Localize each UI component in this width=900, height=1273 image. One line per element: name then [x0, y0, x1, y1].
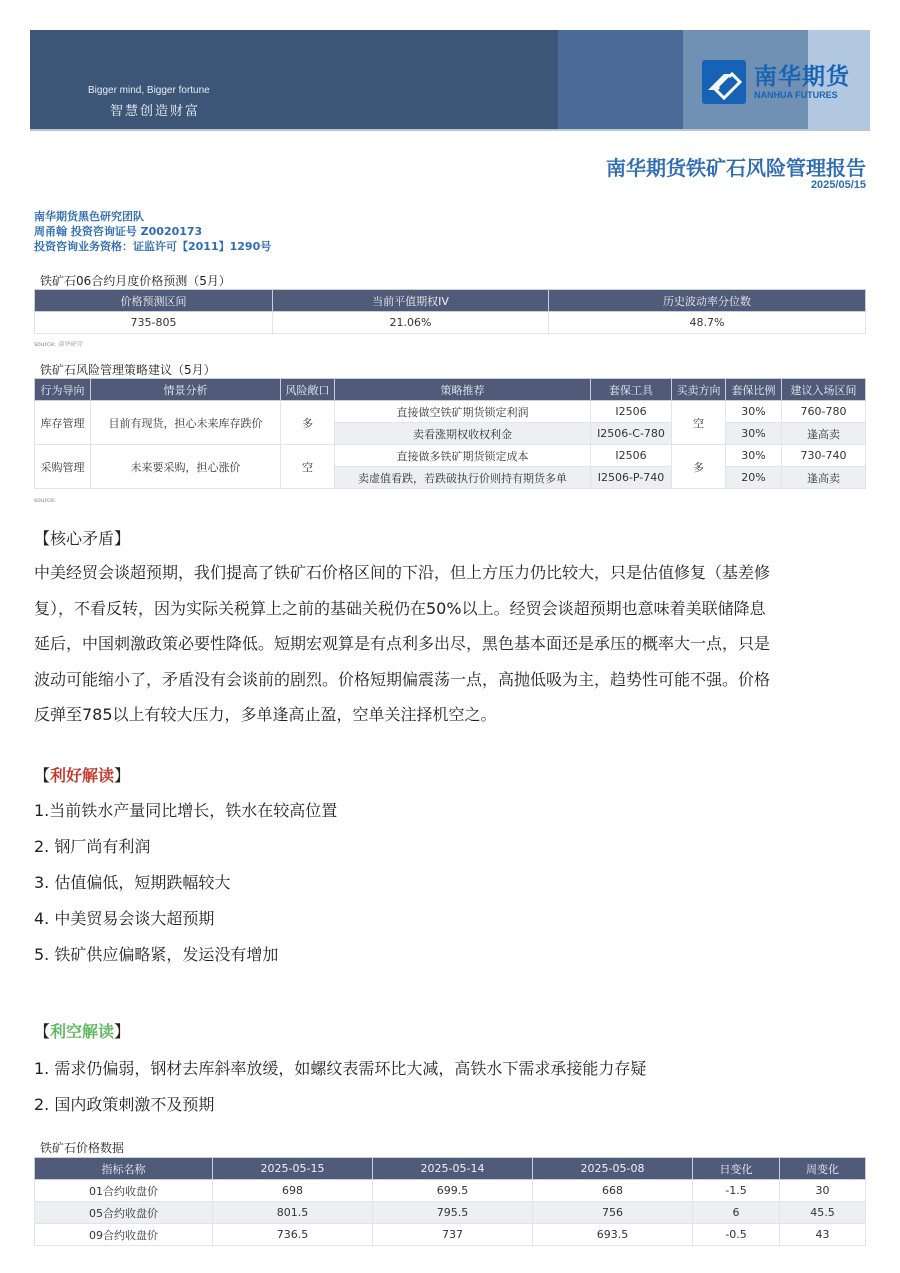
- strategy-cell: 卖看涨期权收权利金: [335, 423, 591, 445]
- strategy-table-caption: 铁矿石风险管理策略建议（5月）: [40, 363, 216, 377]
- author-info: [34, 209, 271, 254]
- bullish-item: 5. 铁矿供应偏略紧，发运没有增加: [34, 945, 279, 964]
- tool-cell: I2506-C-780: [591, 423, 672, 445]
- table-header: 日变化: [693, 1158, 780, 1180]
- table-header: 指标名称: [35, 1158, 213, 1180]
- table-cell: 735-805: [35, 312, 273, 334]
- direction-cell: 多: [672, 445, 726, 489]
- logo-text-chinese: 南华期货: [754, 63, 850, 90]
- price-table: [34, 1157, 866, 1246]
- logo-text-english: NANHUA FUTURES: [754, 89, 838, 100]
- exposure-cell: 多: [281, 401, 335, 445]
- table-header: 周变化: [780, 1158, 866, 1180]
- source-note: source:: [34, 497, 56, 504]
- tool-cell: I2506: [591, 401, 672, 423]
- table-cell: 09合约收盘价: [35, 1224, 213, 1246]
- tool-cell: I2506-P-740: [591, 467, 672, 489]
- source-note: source: 南华研究: [34, 341, 82, 348]
- logo-mark-icon: [702, 60, 746, 104]
- table-header: 2025-05-08: [533, 1158, 693, 1180]
- ratio-cell: 20%: [726, 467, 782, 489]
- table-header: 买卖方向: [672, 379, 726, 401]
- slogan-chinese: 智慧创造财富: [110, 104, 201, 119]
- table-header: 价格预测区间: [35, 290, 273, 312]
- table-row: [35, 312, 866, 334]
- price-table-caption: 铁矿石价格数据: [40, 1141, 125, 1155]
- banner-segment-dark: [30, 30, 558, 129]
- entry-cell: 逢高卖: [782, 423, 866, 445]
- scenario-cell: 未来要采购，担心涨价: [91, 445, 281, 489]
- exposure-cell: 空: [281, 445, 335, 489]
- table-header: 风险敞口: [281, 379, 335, 401]
- table-cell: 45.5: [780, 1202, 866, 1224]
- table-cell: 05合约收盘价: [35, 1202, 213, 1224]
- entry-cell: 逢高卖: [782, 467, 866, 489]
- forecast-table-caption: 铁矿石06合约月度价格预测（5月）: [40, 274, 231, 288]
- table-header: 当前平值期权IV: [273, 290, 549, 312]
- table-cell: 01合约收盘价: [35, 1180, 213, 1202]
- scenario-cell: 目前有现货，担心未来库存跌价: [91, 401, 281, 445]
- table-row: [35, 445, 866, 467]
- strategy-cell: 直接做空铁矿期货锁定利润: [335, 401, 591, 423]
- table-cell: 756: [533, 1202, 693, 1224]
- forecast-table: [34, 289, 866, 334]
- orientation-cell: 采购管理: [35, 445, 91, 489]
- bearish-heading: 【利空解读】: [34, 1022, 131, 1041]
- tool-cell: I2506: [591, 445, 672, 467]
- table-cell: 795.5: [373, 1202, 533, 1224]
- ratio-cell: 30%: [726, 423, 782, 445]
- table-cell: -0.5: [693, 1224, 780, 1246]
- table-cell: 6: [693, 1202, 780, 1224]
- bullish-item: 2. 钢厂尚有利润: [34, 837, 151, 856]
- bullish-item: 4. 中美贸易会谈大超预期: [34, 909, 215, 928]
- table-header: 套保比例: [726, 379, 782, 401]
- table-row: [35, 1202, 866, 1224]
- table-cell: 736.5: [213, 1224, 373, 1246]
- report-title: 南华期货铁矿石风险管理报告: [606, 156, 866, 180]
- table-header: 行为导向: [35, 379, 91, 401]
- entry-cell: 760-780: [782, 401, 866, 423]
- bullish-item: 1.当前铁水产量同比增长，铁水在较高位置: [34, 801, 338, 820]
- banner-segment-mid: [558, 30, 683, 129]
- table-cell: 693.5: [533, 1224, 693, 1246]
- bearish-item: 2. 国内政策刺激不及预期: [34, 1095, 215, 1114]
- table-cell: 698: [213, 1180, 373, 1202]
- table-cell: 30: [780, 1180, 866, 1202]
- report-date: 2025/05/15: [810, 179, 866, 191]
- research-team: 南华期货黑色研究团队: [34, 210, 144, 223]
- table-header: 套保工具: [591, 379, 672, 401]
- table-header: 建议入场区间: [782, 379, 866, 401]
- core-conflict-paragraph: 中美经贸会谈超预期，我们提高了铁矿石价格区间的下沿，但上方压力仍比较大，只是估值修复（基差修 复），不看反转，因为实际关税算上之前的基础关税仍在50%以上。经贸会谈超预期也意味着美联储降息 延后，中国刺激政策必要性降低。短期宏观算是有点利多出尽，黑色基本面还是承压的概率大一点，只是 波动可能缩小了，矛盾没有会谈前的剧烈。价格短期偏震荡一点，高抛低吸为主，趋势性可能不强。价格 反弹至785以上有较大压力，多单逢高止盈，空单关注择机空之。: [34, 563, 771, 724]
- table-cell: -1.5: [693, 1180, 780, 1202]
- table-header: 2025-05-14: [373, 1158, 533, 1180]
- table-header: 历史波动率分位数: [549, 290, 866, 312]
- entry-cell: 730-740: [782, 445, 866, 467]
- table-header: 2025-05-15: [213, 1158, 373, 1180]
- bearish-item: 1. 需求仍偏弱，钢材去库斜率放缓，如螺纹表需环比大减，高铁水下需求承接能力存疑: [34, 1059, 647, 1078]
- table-row: [35, 1180, 866, 1202]
- strategy-cell: 卖虚值看跌，若跌破执行价则持有期货多单: [335, 467, 591, 489]
- table-cell: 801.5: [213, 1202, 373, 1224]
- table-cell: 699.5: [373, 1180, 533, 1202]
- slogan-english: Bigger mind, Bigger fortune: [88, 85, 210, 96]
- table-cell: 668: [533, 1180, 693, 1202]
- table-cell: 48.7%: [549, 312, 866, 334]
- bullish-item: 3. 估值偏低，短期跌幅较大: [34, 873, 231, 892]
- strategy-table: [34, 378, 866, 489]
- core-conflict-heading: 【核心矛盾】: [34, 529, 131, 548]
- orientation-cell: 库存管理: [35, 401, 91, 445]
- analyst-credential: 周甬翰 投资咨询证号 Z0020173: [34, 225, 203, 238]
- table-row: [35, 1224, 866, 1246]
- bullish-heading: 【利好解读】: [34, 766, 131, 785]
- ratio-cell: 30%: [726, 445, 782, 467]
- table-cell: 737: [373, 1224, 533, 1246]
- direction-cell: 空: [672, 401, 726, 445]
- ratio-cell: 30%: [726, 401, 782, 423]
- company-logo: [702, 60, 850, 104]
- table-header: 情景分析: [91, 379, 281, 401]
- table-row: [35, 401, 866, 423]
- table-header: 策略推荐: [335, 379, 591, 401]
- table-cell: 43: [780, 1224, 866, 1246]
- license-info: 投资咨询业务资格：证监许可【2011】1290号: [34, 240, 272, 253]
- strategy-cell: 直接做多铁矿期货锁定成本: [335, 445, 591, 467]
- table-cell: 21.06%: [273, 312, 549, 334]
